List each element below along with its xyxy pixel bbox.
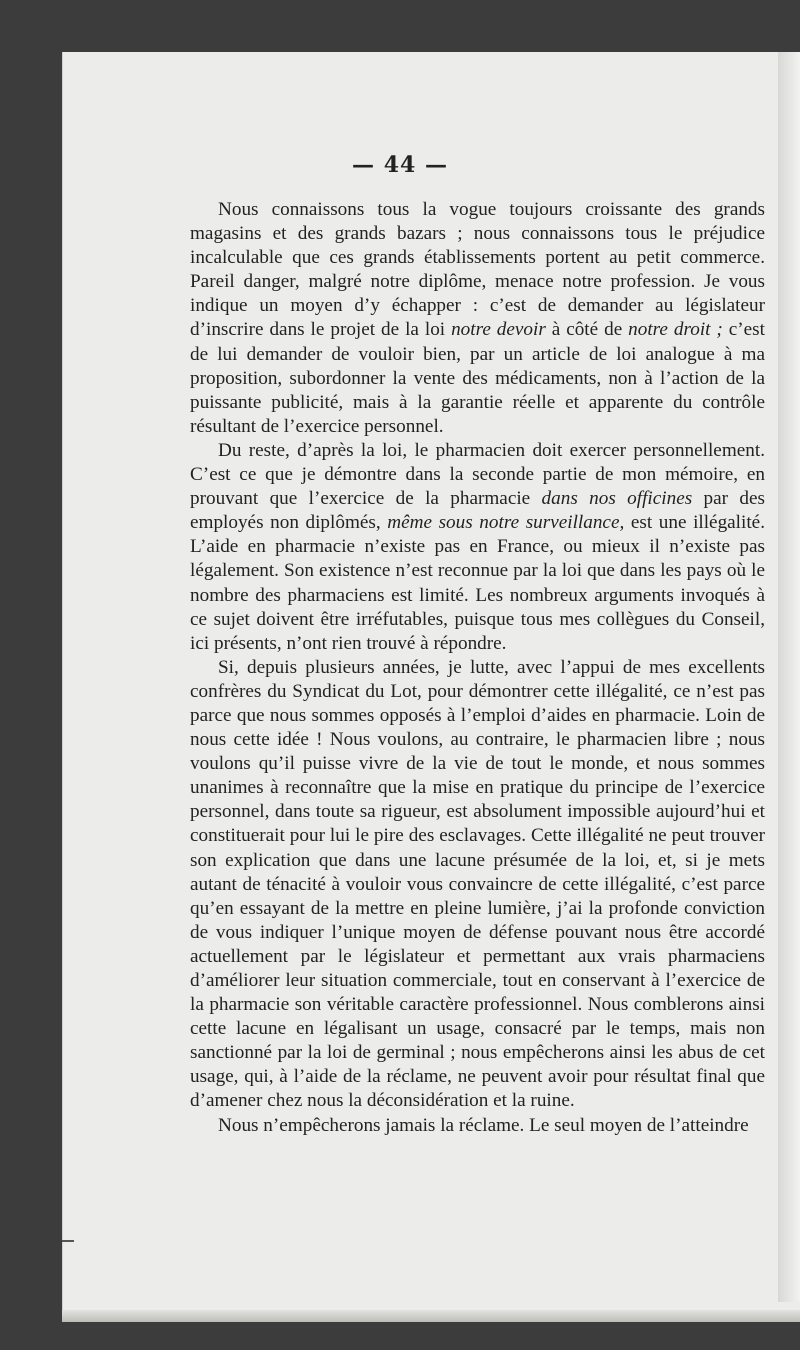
- page-number: — 44 —: [352, 152, 448, 178]
- text-segment: Du reste, d’après la loi, le pharmacien doit exercer personnellement. C’est ce que je démontre dans la seconde partie de mon mémoire, en prouvant que l’exercice de la pharmacie: [190, 439, 765, 510]
- text-segment: Nous connaissons tous la vogue toujours croissante des grands magasins et des grands bazars ; nous connaissons tous le préjudice incalculable que ces grands établissements portent au petit commerce. Pareil danger, malgré notre diplôme, menace notre profession. Je vous indique un moyen d’y échapper : c’est de demander au législateur d’inscrire dans le projet de la loi: [190, 199, 765, 341]
- page-bottom-edge: [62, 1310, 800, 1322]
- text-segment: à côté de: [545, 319, 629, 341]
- italic-segment: même sous notre surveillance,: [387, 512, 625, 534]
- italic-segment: notre devoir: [451, 319, 546, 341]
- paragraph-4: [190, 1114, 765, 1138]
- margin-mark: [62, 1240, 74, 1242]
- body-text: [190, 198, 765, 1138]
- paragraph-3: [190, 656, 765, 1114]
- page-edge: [778, 52, 800, 1302]
- paragraph-2: [190, 439, 765, 656]
- text-segment: Nous n’empêcherons jamais la réclame. Le seul moyen de l’atteindre: [218, 1114, 749, 1136]
- text-segment: Si, depuis plusieurs années, je lutte, avec l’appui de mes excellents confrères du Syndicat du Lot, pour démontrer cette illégalité, ce n’est pas parce que nous sommes opposés à l’emploi d’aides en pharmacie. Loin de nous cette idée ! Nous voulons, au contraire, le pharmacien libre ; nous voulons qu’il puisse vivre de la vie de tout le monde, et nous sommes unanimes à reconnaître que la mise en pratique du principe de l’exercice personnel, dans toute sa rigueur, est absolument impossible aujourd’hui et constituerait pour lui le pire des esclavages. Cette illégalité ne peut trouver son explication que dans une lacune présumée de la loi, et, si je mets autant de ténacité à vouloir vous convaincre de cette illégalité, c’est parce qu’en essayant de la mettre en pleine lumière, j’ai la profonde conviction de vous indiquer l’unique moyen de défense pouvant nous être accordé actuellement par le législateur et permettant aux vrais pharmaciens d’améliorer leur situation commerciale, tout en conservant à l’exercice de la pharmacie son véritable caractère professionnel. Nous comblerons ainsi cette lacune en légalisant un usage, consacré par le temps, mais non sanctionné par la loi de germinal ; nous empêcherons ainsi les abus de cet usage, qui, à l’aide de la réclame, ne peuvent avoir pour résultat final que d’amener chez nous la déconsidération et la ruine.: [190, 656, 765, 1112]
- text-segment: est une illégalité. L’aide en pharmacie n’existe pas en France, ou mieux il n’existe pas légalement. Son existence n’est reconnue par la loi que dans les pays où le nombre des pharmaciens est limité. Les nombreux arguments invoqués à ce sujet doivent être irréfutables, puisque tous mes collègues du Conseil, ici présents, n’ont rien trouvé à répondre.: [190, 512, 765, 654]
- text-segment: c’est de lui demander de vouloir bien, par un article de loi analogue à ma proposition, subordonner la vente des médicaments, non à l’action de la puissante publicité, mais à la garantie réelle et apparente du contrôle résultant de l’exercice personnel.: [190, 319, 765, 437]
- paragraph-1: [190, 198, 765, 439]
- italic-segment: notre droit ;: [628, 319, 723, 341]
- italic-segment: dans nos officines: [541, 488, 693, 510]
- text-segment: par des employés non diplômés,: [190, 488, 765, 534]
